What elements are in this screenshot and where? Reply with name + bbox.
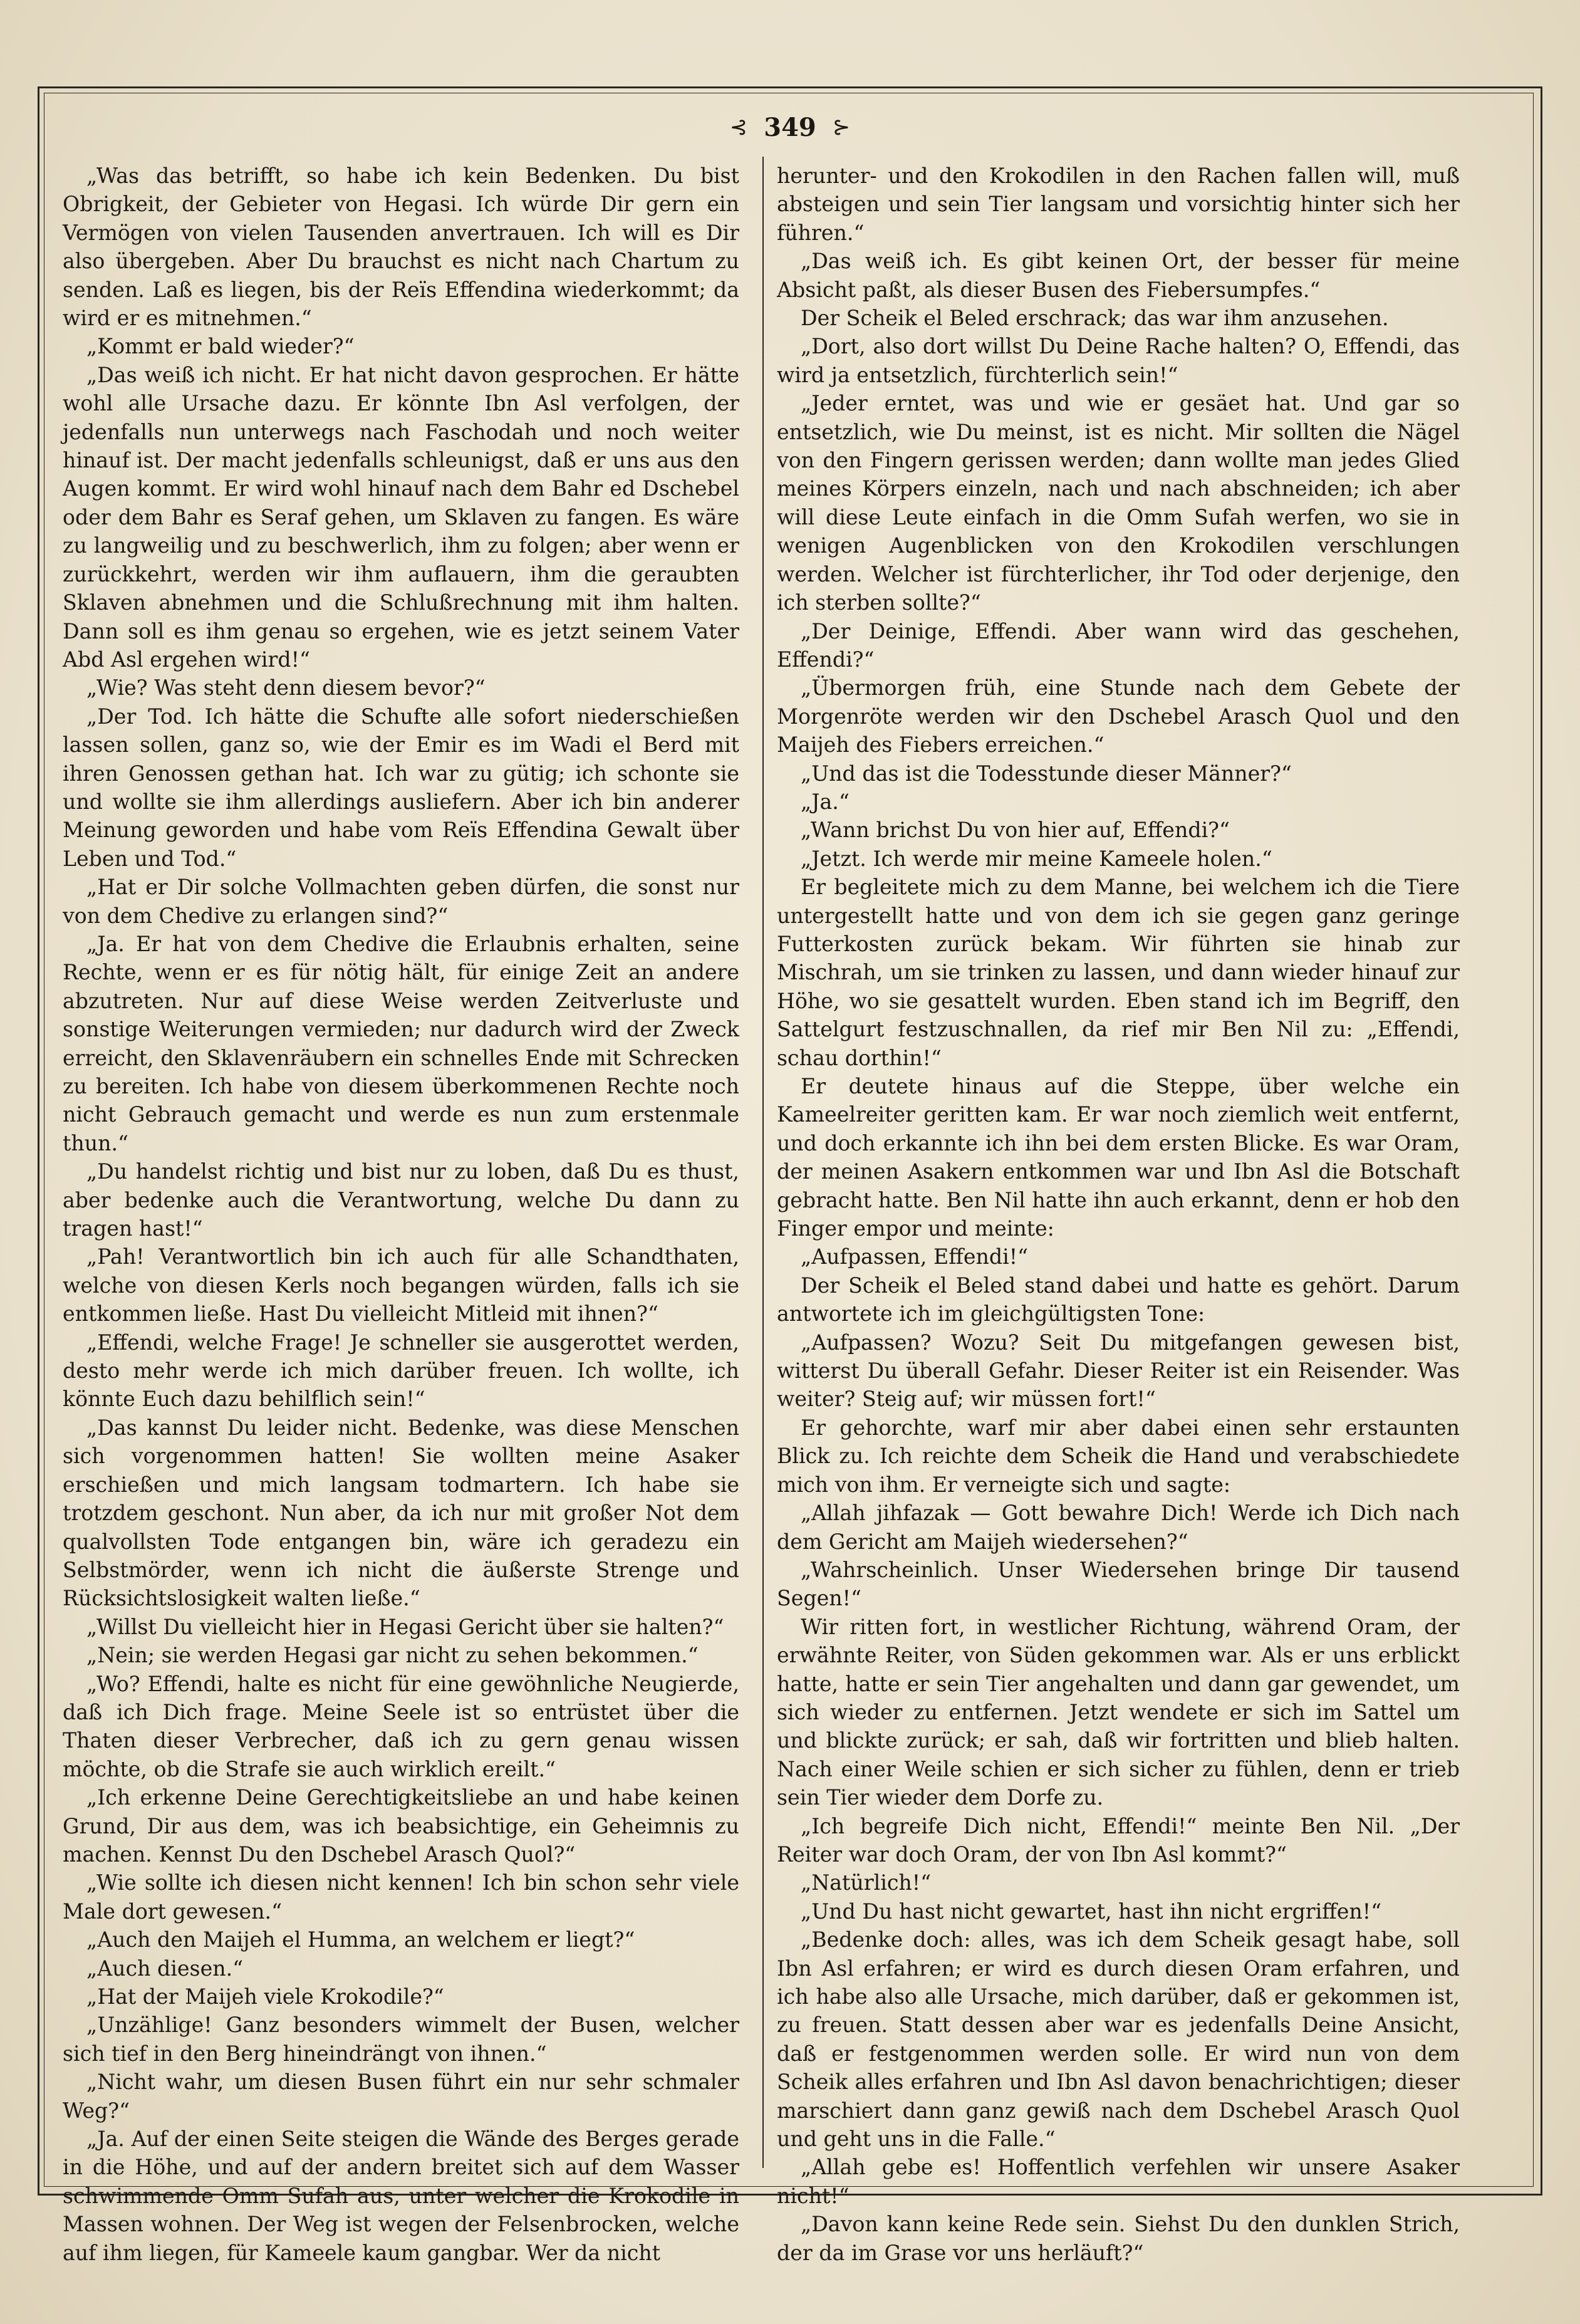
paragraph: „Wahrscheinlich. Unser Wiedersehen bringe Dir tausend Segen!“	[777, 1557, 1460, 1611]
paragraph: „Jetzt. Ich werde mir meine Kameele holen.“	[801, 846, 1272, 871]
paragraph: „Hat er Dir solche Vollmachten geben dürfen, die sonst nur von dem Chedive zu erlangen sind?“	[63, 875, 739, 928]
paragraph: „Ja. Auf der einen Seite steigen die Wände des Berges gerade in die Höhe, und auf der andern breitet sich auf dem Wasser schwimmende Omm Sufah aus, unter welcher die Krokodile in Massen wohnen. Der Weg ist wegen der Felsenbrocken, welche auf ihm liegen, für Kameele kaum gangbar. Wer da nicht	[63, 2127, 739, 2265]
page-header	[626, 105, 954, 149]
column-divider	[762, 157, 764, 2168]
ornament-left-icon: ⊰	[729, 115, 748, 140]
paragraph: „Ich erkenne Deine Gerechtigkeitsliebe an und habe keinen Grund, Dir aus dem, was ich beabsichtige, ein Geheimnis zu machen. Kennst Du den Dschebel Arasch Quol?“	[63, 1785, 739, 1867]
paragraph: „Wie? Was steht denn diesem bevor?“	[86, 675, 486, 701]
paragraph: „Allah gebe es! Hoffentlich verfehlen wir unsere Asaker nicht!“	[777, 2155, 1460, 2208]
paragraph: „Auch den Maijeh el Humma, an welchem er liegt?“	[86, 1927, 635, 1952]
ornament-right-icon: ⊱	[832, 115, 851, 140]
text-column-left	[63, 162, 739, 2265]
paragraph: Wir ritten fort, in westlicher Richtung, während Oram, der erwähnte Reiter, von Süden gekommen war. Als er uns erblickt hatte, hatte er sein Tier angehalten und dann gar gewendet, um sich wieder zu entfernen. Jetzt wendete er sich im Sattel um und blickte zurück; er sah, daß wir fortritten und blieb halten. Nach einer Weile schien er sich sicher zu fühlen, denn er trieb sein Tier wieder dem Dorfe zu.	[777, 1614, 1460, 1810]
page-number: 349	[764, 112, 816, 142]
paragraph: „Ja. Er hat von dem Chedive die Erlaubnis erhalten, seine Rechte, wenn er es für nötig hält, für einige Zeit an andere abzutreten. Nur auf diese Weise werden Zeitverluste und sonstige Weiterungen vermieden; nur dadurch wird der Zweck erreicht, den Sklavenräubern ein schnelles Ende mit Schrecken zu bereiten. Ich habe von diesem überkommenen Rechte noch nicht Gebrauch gemacht und werde es nun zum erstenmale thun.“	[63, 931, 739, 1155]
paragraph: „Wo? Effendi, halte es nicht für eine gewöhnliche Neugierde, daß ich Dich frage. Meine Seele ist so entrüstet über die Thaten dieser Verbrecher, daß ich zu gern genau wissen möchte, ob die Strafe sie auch wirklich ereilt.“	[63, 1671, 739, 1781]
paragraph: „Bedenke doch: alles, was ich dem Scheik gesagt habe, soll Ibn Asl erfahren; er wird es durch diesen Oram erfahren, und ich habe also alle Ursache, mich darüber, daß er gekommen ist, zu freuen. Statt dessen aber war es jedenfalls Deine Ansicht, daß er festgenommen werden solle. Er wird nun von dem Scheik alles erfahren und Ibn Asl davon benachrichtigen; dieser marschiert dann ganz gewiß nach dem Dschebel Arasch Quol und geht uns in die Falle.“	[777, 1927, 1460, 2152]
paragraph: „Nicht wahr, um diesen Busen führt ein nur sehr schmaler Weg?“	[63, 2070, 739, 2123]
paragraph: „Willst Du vielleicht hier in Hegasi Gericht über sie halten?“	[86, 1614, 724, 1639]
paragraph: „Der Deinige, Effendi. Aber wann wird das geschehen, Effendi?“	[777, 618, 1460, 672]
paragraph: „Nein; sie werden Hegasi gar nicht zu sehen bekommen.“	[86, 1643, 699, 1668]
paragraph: „Pah! Verantwortlich bin ich auch für alle Schandthaten, welche von diesen Kerls noch begangen würden, falls ich sie entkommen ließe. Hast Du vielleicht Mitleid mit ihnen?“	[63, 1244, 739, 1326]
paragraph: „Ja.“	[801, 789, 850, 814]
paragraph: „Das weiß ich. Es gibt keinen Ort, der besser für meine Absicht paßt, als dieser Busen des Fiebersumpfes.“	[777, 249, 1460, 302]
text-column-right	[777, 162, 1460, 2265]
paragraph: „Du handelst richtig und bist nur zu loben, daß Du es thust, aber bedenke auch die Verantwortung, welche Du dann zu tragen hast!“	[63, 1159, 739, 1241]
paragraph: „Das kannst Du leider nicht. Bedenke, was diese Menschen sich vorgenommen hatten! Sie wollten meine Asaker erschießen und mich langsam todmartern. Ich habe sie trotzdem geschont. Nun aber, da ich nur mit großer Not dem qualvollsten Tode entgangen bin, wäre ich geradezu ein Selbstmörder, wenn ich nicht die äußerste Strenge und Rücksichtslosigkeit walten ließe.“	[63, 1415, 739, 1611]
paragraph: „Aufpassen? Wozu? Seit Du mitgefangen gewesen bist, witterst Du überall Gefahr. Dieser Reiter ist ein Reisender. Was weiter? Steig auf; wir müssen fort!“	[777, 1330, 1460, 1412]
paragraph: „Aufpassen, Effendi!“	[801, 1244, 1029, 1269]
paragraph: „Davon kann keine Rede sein. Siehst Du den dunklen Strich, der da im Grase vor uns herläuft?“	[777, 2212, 1460, 2265]
paragraph: „Jeder erntet, was und wie er gesäet hat. Und gar so entsetzlich, wie Du meinst, ist es nicht. Mir sollten die Nägel von den Fingern gerissen werden; dann wollte man jedes Glied meines Körpers einzeln, nach und nach abschneiden; ich aber will diese Leute einfach in die Omm Sufah werfen, wo sie in wenigen Augenblicken von den Krokodilen verschlungen werden. Welcher ist fürchterlicher, ihr Tod oder derjenige, den ich sterben sollte?“	[777, 391, 1460, 615]
paragraph: „Kommt er bald wieder?“	[86, 334, 355, 359]
paragraph: „Und Du hast nicht gewartet, hast ihn nicht ergriffen!“	[801, 1899, 1382, 1924]
paragraph: „Allah jihfazak — Gott bewahre Dich! Werde ich Dich nach dem Gericht am Maijeh wiedersehen?“	[777, 1501, 1460, 1554]
paragraph: Der Scheik el Beled stand dabei und hatte es gehört. Darum antwortete ich im gleichgültigsten Tone:	[777, 1273, 1460, 1326]
paragraph: „Dort, also dort willst Du Deine Rache halten? O, Effendi, das wird ja entsetzlich, fürchterlich sein!“	[777, 334, 1460, 387]
paragraph: „Natürlich!“	[801, 1870, 932, 1895]
paragraph: herunter- und den Krokodilen in den Rachen fallen will, muß absteigen und sein Tier langsam und vorsichtig hinter sich her führen.“	[777, 164, 1460, 245]
paragraph: „Wann brichst Du von hier auf, Effendi?“	[801, 818, 1230, 843]
paragraph: „Und das ist die Todesstunde dieser Männer?“	[801, 761, 1292, 786]
paragraph: „Übermorgen früh, eine Stunde nach dem Gebete der Morgenröte werden wir den Dschebel Arasch Quol und den Maijeh des Fiebers erreichen.“	[777, 675, 1460, 758]
paragraph: „Unzählige! Ganz besonders wimmelt der Busen, welcher sich tief in den Berg hineindrängt von ihnen.“	[63, 2013, 739, 2066]
paragraph: „Das weiß ich nicht. Er hat nicht davon gesprochen. Er hätte wohl alle Ursache dazu. Er könnte Ibn Asl verfolgen, der jedenfalls nun unterwegs nach Faschodah und noch weiter hinauf ist. Der macht jedenfalls schleunigst, daß er uns aus den Augen kommt. Er wird wohl hinauf nach dem Bahr ed Dschebel oder dem Bahr es Seraf gehen, um Sklaven zu fangen. Es wäre zu langweilig und zu beschwerlich, ihm zu folgen; aber wenn er zurückkehrt, werden wir ihm auflauern, ihm die geraubten Sklaven abnehmen und die Schlußrechnung mit ihm halten. Dann soll es ihm genau so ergehen, wie es jetzt seinem Vater Abd Asl ergehen wird!“	[63, 362, 739, 672]
paragraph: „Der Tod. Ich hätte die Schufte alle sofort niederschießen lassen sollen, ganz so, wie der Emir es im Wadi el Berd mit ihren Genossen gethan hat. Ich war zu gütig; ich schonte sie und wollte sie ihm allerdings ausliefern. Aber ich bin anderer Meinung geworden und habe vom Reïs Effendina Gewalt über Leben und Tod.“	[63, 704, 739, 871]
paragraph: Er deutete hinaus auf die Steppe, über welche ein Kameelreiter geritten kam. Er war noch ziemlich weit entfernt, und doch erkannte ich ihn bei dem ersten Blicke. Es war Oram, der meinen Asakern entkommen war und Ibn Asl die Botschaft gebracht hatte. Ben Nil hatte ihn auch erkannt, denn er hob den Finger empor und meinte:	[777, 1074, 1460, 1241]
paragraph: „Was das betrifft, so habe ich kein Bedenken. Du bist Obrigkeit, der Gebieter von Hegasi. Ich würde Dir gern ein Vermögen von vielen Tausenden anvertrauen. Ich will es Dir also übergeben. Aber Du brauchst es nicht nach Chartum zu senden. Laß es liegen, bis der Reïs Effendina wiederkommt; da wird er es mitnehmen.“	[63, 164, 739, 331]
paragraph: „Effendi, welche Frage! Je schneller sie ausgerottet werden, desto mehr werde ich mich darüber freuen. Ich wollte, ich könnte Euch dazu behilflich sein!“	[63, 1330, 739, 1412]
paragraph: Er gehorchte, warf mir aber dabei einen sehr erstaunten Blick zu. Ich reichte dem Scheik die Hand und verabschiedete mich von ihm. Er verneigte sich und sagte:	[777, 1415, 1460, 1497]
paragraph: „Wie sollte ich diesen nicht kennen! Ich bin schon sehr viele Male dort gewesen.“	[63, 1870, 739, 1924]
paragraph: Er begleitete mich zu dem Manne, bei welchem ich die Tiere untergestellt hatte und von dem ich sie gegen ganz geringe Futterkosten zurück bekam. Wir führten sie hinab zur Mischrah, um sie trinken zu lassen, und dann wieder hinauf zur Höhe, wo sie gesattelt wurden. Eben stand ich im Begriff, den Sattelgurt festzuschnallen, da rief mir Ben Nil zu: „Effendi, schau dorthin!“	[777, 875, 1460, 1070]
paragraph: „Hat der Maijeh viele Krokodile?“	[86, 1984, 444, 2009]
paragraph: „Auch diesen.“	[86, 1956, 244, 1981]
paragraph: Der Scheik el Beled erschrack; das war ihm anzusehen.	[801, 306, 1389, 331]
paragraph: „Ich begreife Dich nicht, Effendi!“ meinte Ben Nil. „Der Reiter war doch Oram, der von Ibn Asl kommt?“	[777, 1813, 1460, 1867]
